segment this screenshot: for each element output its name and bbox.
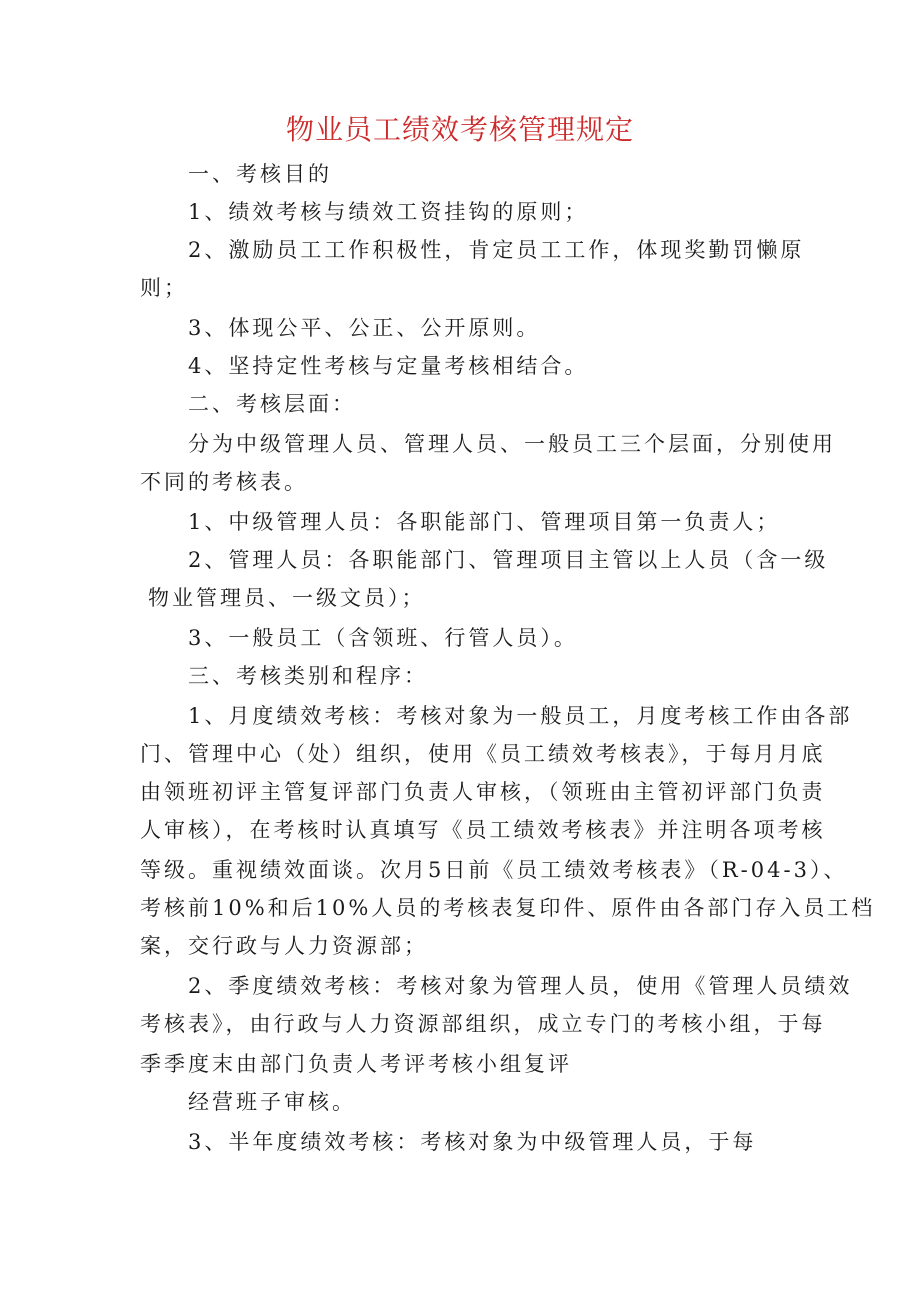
paragraph-line: 由领班初评主管复评部门负责人审核，（领班由主管初评部门负责	[140, 780, 826, 804]
paragraph-line: 2、管理人员：各职能部门、管理项目主管以上人员（含一级	[188, 548, 829, 572]
paragraph-line: 3、一般员工（含领班、行管人员）。	[188, 626, 578, 650]
paragraph-line: 案，交行政与人力资源部；	[140, 934, 428, 958]
paragraph-line: 2、激励员工工作积极性，肯定员工工作，体现奖勤罚懒原	[188, 238, 805, 262]
paragraph-line: 门、管理中心（处）组织，使用《员工绩效考核表》，于每月月底	[140, 742, 826, 766]
paragraph-line: 考核前10%和后10%人员的考核表复印件、原件由各部门存入员工档	[140, 896, 876, 920]
section-heading-categories: 三、考核类别和程序：	[188, 664, 428, 688]
document-title: 物业员工绩效考核管理规定	[285, 113, 634, 146]
paragraph-line: 季季度末由部门负责人考评考核小组复评	[140, 1052, 572, 1076]
paragraph-line: 3、体现公平、公正、公开原则。	[188, 316, 541, 340]
paragraph-line: 考核表》，由行政与人力资源部组织，成立专门的考核小组，于每	[140, 1012, 826, 1036]
paragraph-line: 物业管理员、一级文员）；	[148, 586, 426, 610]
paragraph-line: 4、坚持定性考核与定量考核相结合。	[188, 354, 589, 378]
paragraph-line: 等级。重视绩效面谈。次月5日前《员工绩效考核表》（R-04-3）、	[140, 858, 848, 882]
paragraph-line: 1、绩效考核与绩效工资挂钩的原则；	[188, 200, 589, 224]
paragraph-line: 1、中级管理人员：各职能部门、管理项目第一负责人；	[188, 510, 781, 534]
section-heading-purpose: 一、考核目的	[188, 162, 332, 186]
paragraph-line: 2、季度绩效考核：考核对象为管理人员，使用《管理人员绩效	[188, 974, 853, 998]
paragraph-line: 1、月度绩效考核：考核对象为一般员工，月度考核工作由各部	[188, 704, 853, 728]
paragraph-line: 人审核），在考核时认真填写《员工绩效考核表》并注明各项考核	[140, 818, 826, 842]
paragraph-line: 分为中级管理人员、管理人员、一般员工三个层面，分别使用	[188, 432, 836, 456]
paragraph-line: 3、半年度绩效考核：考核对象为中级管理人员，于每	[188, 1130, 757, 1154]
section-heading-levels: 二、考核层面：	[188, 392, 356, 416]
paragraph-line: 则；	[140, 276, 188, 300]
paragraph-line: 不同的考核表。	[140, 470, 308, 494]
paragraph-line: 经营班子审核。	[188, 1090, 356, 1114]
